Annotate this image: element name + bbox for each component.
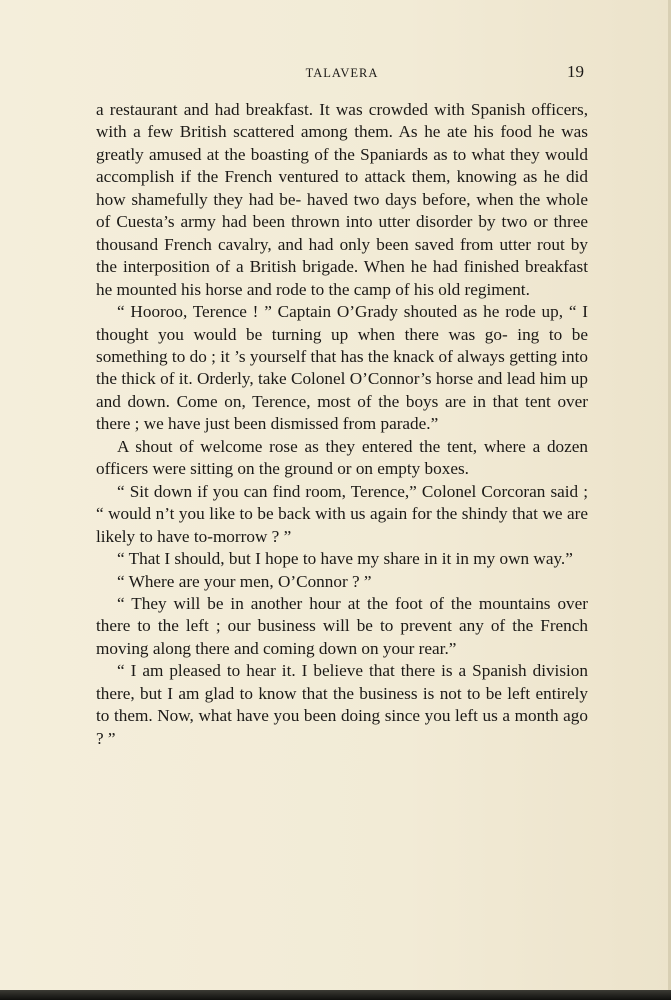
paragraph-3: A shout of welcome rose as they entered the tent, where a dozen officers were sitting on the ground or on empty boxes. xyxy=(96,436,588,479)
paragraph-5: “ That I should, but I hope to have my share in it in my own way.” xyxy=(117,549,573,569)
paragraph-4: “ Sit down if you can find room, Terence,” Colonel Corcoran said ; “ would n’t you like to be back with us again for the shindy that we are likely to have to-morrow ? ” xyxy=(96,481,588,546)
page-number: 19 xyxy=(567,62,584,81)
running-head: TALAVERA xyxy=(305,66,379,80)
paragraph-6: “ Where are your men, O’Connor ? ” xyxy=(117,571,372,591)
scan-bottom-edge xyxy=(0,990,671,1000)
body-text xyxy=(96,99,588,750)
paragraph-8: “ I am pleased to hear it. I believe that there is a Spanish division there, but I am glad to know that the business is not to be left entirely to them. Now, what have you been doing since you left us a month ago ? ” xyxy=(96,661,588,748)
paragraph-1: a restaurant and had breakfast. It was crowded with Spanish officers, with a few British scattered among them. As he ate his food he was greatly amused at the boasting of the Spaniards as to what they would accomplish if the French ventured to attack them, knowing as he did how shamefully they had be- haved two days before, when the whole of Cuesta’s army had been thrown into utter disorder by two or three thousand French cavalry, and had only been saved from utter rout by the interposition of a British brigade. When he had finished breakfast he mounted his horse and rode to the camp of his old regiment. xyxy=(96,100,588,299)
paragraph-2: “ Hooroo, Terence ! ” Captain O’Grady shouted as he rode up, “ I thought you would be turning up when there was go- ing to be something to do ; it ’s yourself that has the knack of always getting into the thick of it. Orderly, take Colonel O’Connor’s horse and lead him up and down. Come on, Terence, most of the boys are in that tent over there ; we have just been dismissed from parade.” xyxy=(96,302,588,434)
paragraph-7: “ They will be in another hour at the foot of the mountains over there to the left ; our business will be to prevent any of the French moving along there and coming down on your rear.” xyxy=(96,593,588,658)
page-header xyxy=(96,62,588,82)
